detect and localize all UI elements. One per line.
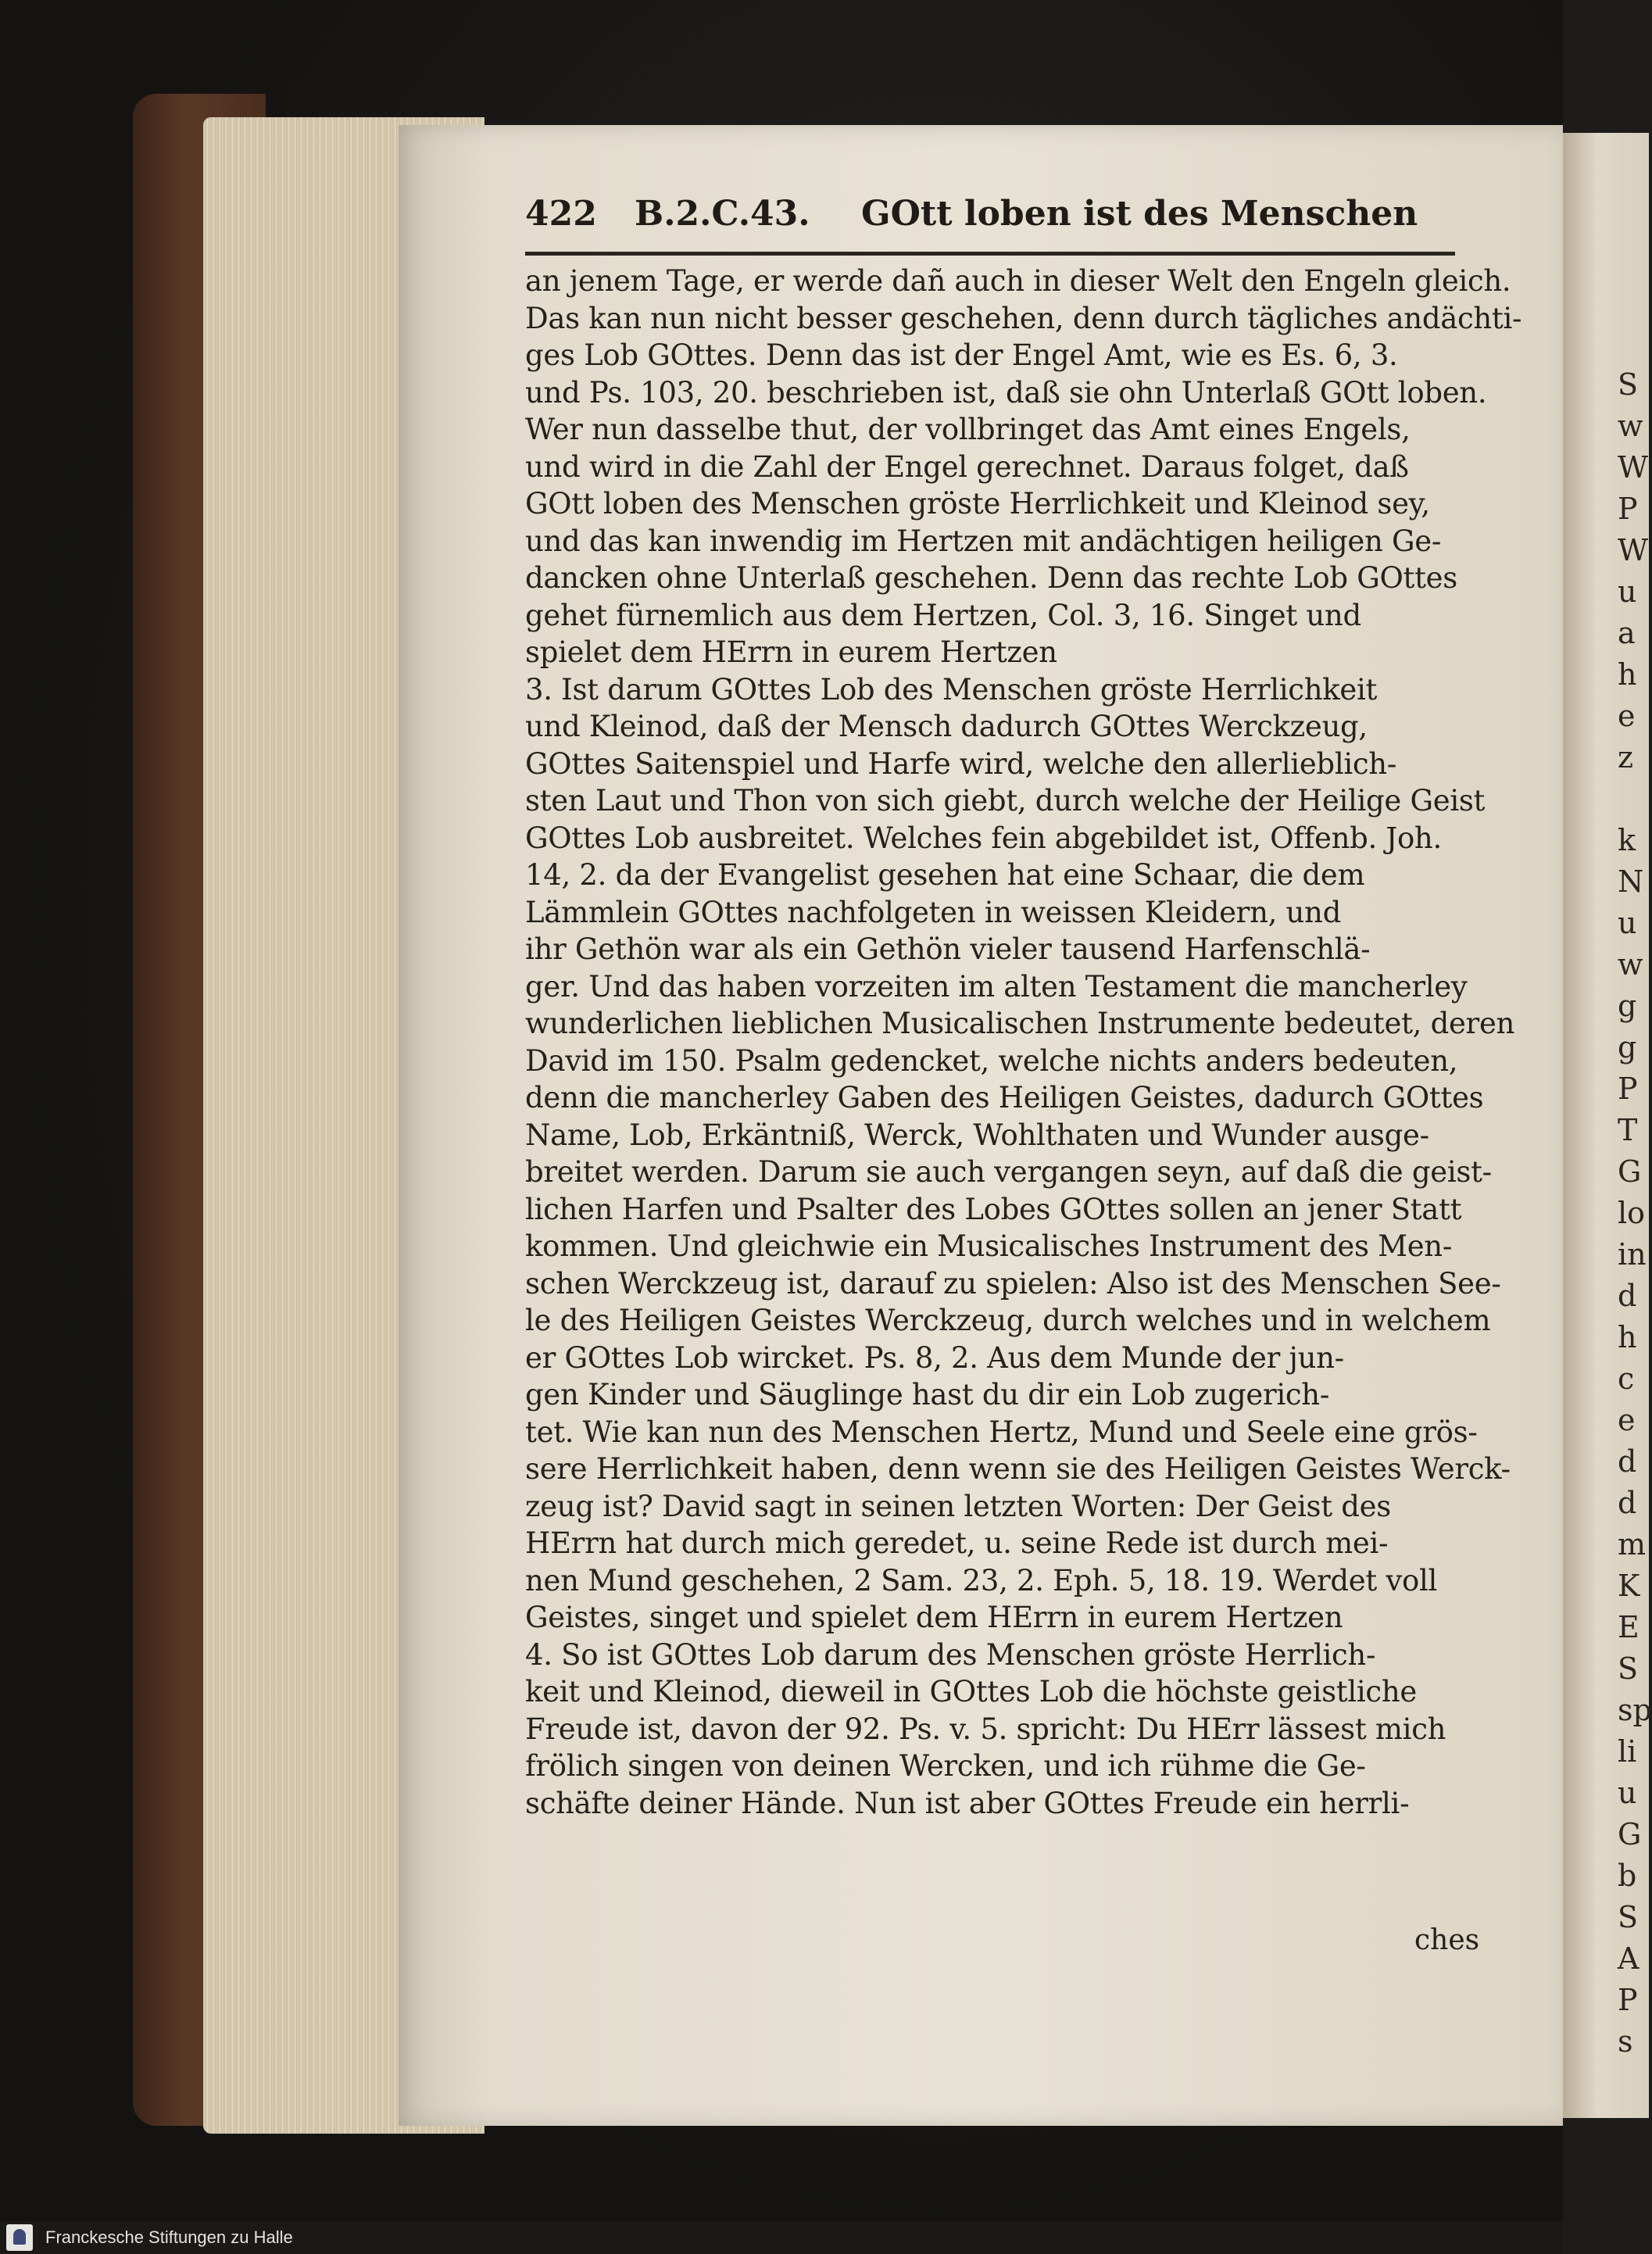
facing-page-fragment: c (1618, 1361, 1635, 1396)
text-line: spielet dem HErrn in eurem Hertzen (525, 635, 1057, 669)
text-line: le des Heiligen Geistes Werckzeug, durch welches und in welchem (525, 1304, 1491, 1337)
facing-page-fragment: P (1618, 1072, 1638, 1106)
facing-page-fragment: w (1618, 409, 1643, 443)
text-line: er GOttes Lob wircket. Ps. 8, 2. Aus dem Munde der jun- (525, 1340, 1344, 1375)
text-line: GOtt loben des Menschen gröste Herrlichkeit und Kleinod sey, (525, 487, 1430, 521)
institution-name: Franckesche Stiftungen zu Halle (45, 2227, 293, 2247)
facing-page-fragment: E (1618, 1610, 1639, 1644)
text-line: sten Laut und Thon von sich giebt, durch welche der Heilige Geist (525, 784, 1486, 818)
text-line: ges Lob GOttes. Denn das ist der Engel Amt, wie es Es. 6, 3. (525, 338, 1398, 372)
text-line: keit und Kleinod, dieweil in GOttes Lob die höchste geistliche (525, 1675, 1417, 1708)
institution-logo-icon (6, 2224, 33, 2251)
text-line: 3. Ist darum GOttes Lob des Menschen gröste Herrlichkeit (525, 672, 1378, 707)
facing-page-fragment: P (1618, 1983, 1638, 2017)
facing-page-fragment: P (1618, 492, 1638, 526)
text-line: David im 150. Psalm gedencket, welche nichts anders bedeuten, (525, 1043, 1458, 1078)
text-line: dancken ohne Unterlaß geschehen. Denn das rechte Lob GOttes (525, 561, 1457, 595)
facing-page-fragment: e (1618, 1403, 1636, 1437)
facing-page-fragment: k (1618, 823, 1636, 857)
catchword: ches (1414, 1924, 1480, 1956)
text-line: ger. Und das haben vorzeiten im alten Testament die mancherley (525, 969, 1468, 1004)
page-number: 422 (525, 194, 597, 234)
facing-page-fragment: e (1618, 699, 1636, 733)
text-line: denn die mancherley Gaben des Heiligen Geistes, dadurch GOttes (525, 1081, 1484, 1114)
facing-page-fragment: G (1618, 1154, 1642, 1189)
facing-page-fragment: h (1618, 657, 1637, 692)
text-line: und Kleinod, daß der Mensch dadurch GOttes Werckzeug, (525, 710, 1368, 743)
facing-page-fragment: lo (1618, 1196, 1646, 1230)
section-reference: B.2.C.43. (635, 194, 810, 234)
facing-page (1563, 133, 1652, 2118)
text-line: schen Werckzeug ist, darauf zu spielen: Also ist des Menschen See- (525, 1266, 1501, 1301)
text-line: und das kan inwendig im Hertzen mit andächtigen heiligen Ge- (525, 524, 1442, 558)
facing-page-fragment: b (1618, 1859, 1637, 1893)
text-line: 4. So ist GOttes Lob darum des Menschen gröste Herrlich- (525, 1637, 1376, 1672)
text-line: gehet fürnemlich aus dem Hertzen, Col. 3, 16. Singet und (525, 598, 1361, 632)
facing-page-fragment: w (1618, 947, 1643, 982)
text-line: gen Kinder und Säuglinge hast du dir ein Lob zugerich- (525, 1378, 1330, 1411)
facing-page-fragment: S (1618, 1651, 1639, 1686)
facing-page-fragment: li (1618, 1734, 1637, 1769)
text-line: Name, Lob, Erkäntniß, Werck, Wohlthaten und Wunder ausge- (525, 1118, 1429, 1152)
running-title: GOtt loben ist des Menschen (861, 194, 1418, 234)
text-line: GOttes Lob ausbreitet. Welches fein abgebildet ist, Offenb. Joh. (525, 821, 1442, 855)
facing-page-fragment: h (1618, 1320, 1637, 1354)
facing-page-fragment: d (1618, 1444, 1637, 1479)
facing-page-fragment: u (1618, 574, 1637, 609)
facing-page-fragment: s (1618, 2024, 1633, 2059)
text-line: kommen. Und gleichwie ein Musicalisches Instrument des Men- (525, 1229, 1453, 1263)
facing-page-fragment: u (1618, 1776, 1637, 1810)
text-line: Das kan nun nicht besser geschehen, denn durch tägliches andächti- (525, 301, 1522, 335)
text-line: breitet werden. Darum sie auch vergangen seyn, auf daß die geist- (525, 1155, 1492, 1189)
facing-page-fragment: W (1618, 450, 1649, 485)
head-rule (525, 252, 1455, 256)
text-line: und wird in die Zahl der Engel gerechnet. Daraus folget, daß (525, 449, 1409, 484)
facing-page-fragment: g (1618, 989, 1637, 1023)
facing-page-fragment: A (1618, 1941, 1639, 1976)
text-line: lichen Harfen und Psalter des Lobes GOttes sollen an jener Statt (525, 1192, 1462, 1226)
text-line: 14, 2. da der Evangelist gesehen hat eine Schaar, die dem (525, 858, 1365, 892)
text-line: tet. Wie kan nun des Menschen Hertz, Mund und Seele eine grös- (525, 1415, 1478, 1449)
facing-page-fragment: W (1618, 533, 1649, 567)
facing-page-fragment: m (1618, 1527, 1647, 1562)
text-line: zeug ist? David sagt in seinen letzten Worten: Der Geist des (525, 1489, 1391, 1523)
facing-page-fragment: S (1618, 1900, 1639, 1934)
facing-page-fragment: u (1618, 906, 1637, 940)
text-line: schäfte deiner Hände. Nun ist aber GOttes Freude ein herrli- (525, 1786, 1410, 1820)
facing-page-fragment: K (1618, 1569, 1640, 1603)
text-line: HErrn hat durch mich geredet, u. seine Rede ist durch mei- (525, 1526, 1389, 1560)
text-line: frölich singen von deinen Wercken, und ich rühme die Ge- (525, 1749, 1366, 1783)
text-line: Wer nun dasselbe thut, der vollbringet das Amt eines Engels, (525, 413, 1411, 446)
facing-page-fragment: T (1618, 1113, 1638, 1147)
facing-page-fragment: z (1618, 740, 1634, 775)
text-line: Freude ist, davon der 92. Ps. v. 5. spricht: Du HErr lässest mich (525, 1712, 1446, 1746)
running-head (525, 194, 1463, 249)
footer-bar (0, 2221, 1563, 2254)
facing-page-fragment: d (1618, 1279, 1637, 1313)
text-line: wunderlichen lieblichen Musicalischen Instrumente bedeutet, deren (525, 1007, 1515, 1040)
text-line: Lämmlein GOttes nachfolgeten in weissen Kleidern, und (525, 895, 1341, 929)
facing-page-fragment: g (1618, 1030, 1637, 1064)
text-line: und Ps. 103, 20. beschrieben ist, daß sie ohn Unterlaß GOtt loben. (525, 375, 1487, 410)
facing-page-fragment: G (1618, 1817, 1642, 1852)
facing-page-fragment: in (1618, 1237, 1647, 1272)
text-line: nen Mund geschehen, 2 Sam. 23, 2. Eph. 5, 18. 19. Werdet voll (525, 1563, 1438, 1597)
facing-page-fragment: d (1618, 1486, 1637, 1520)
text-line: GOttes Saitenspiel und Harfe wird, welche den allerlieblich- (525, 746, 1397, 781)
facing-page-fragment: S (1618, 367, 1639, 402)
body-text (525, 263, 1522, 1822)
text-line: Geistes, singet und spielet dem HErrn in eurem Hertzen (525, 1601, 1343, 1634)
text-line: sere Herrlichkeit haben, denn wenn sie des Heiligen Geistes Werck- (525, 1452, 1511, 1486)
facing-page-fragment: sp (1618, 1693, 1652, 1727)
text-line: an jenem Tage, er werde dañ auch in dieser Welt den Engeln gleich. (525, 264, 1511, 298)
facing-page-fragment: N (1618, 864, 1644, 899)
facing-page-fragment: a (1618, 616, 1636, 650)
text-line: ihr Gethön war als ein Gethön vieler tausend Harfenschlä- (525, 932, 1371, 966)
